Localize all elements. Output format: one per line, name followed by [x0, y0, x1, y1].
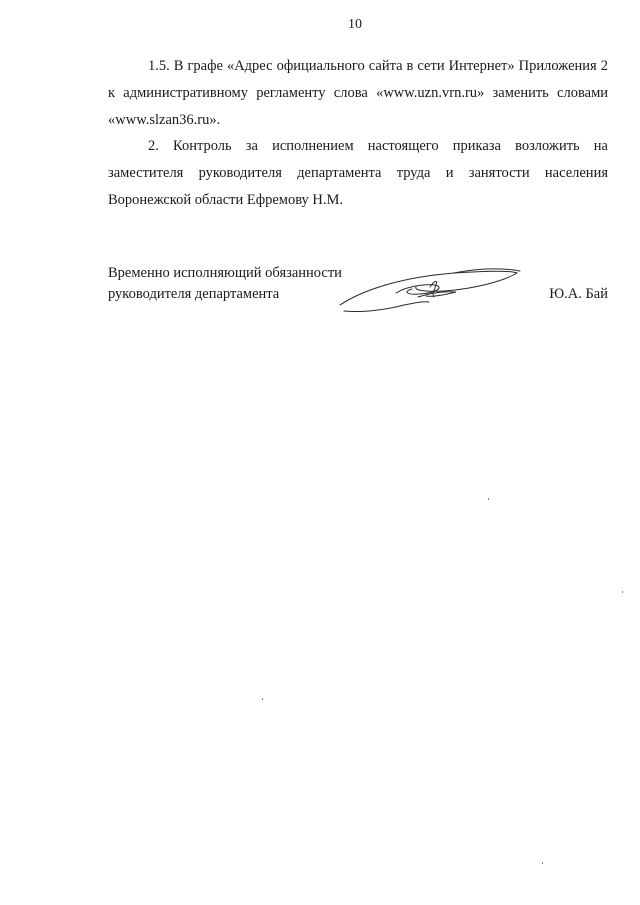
- scan-speck: [622, 591, 623, 593]
- signer-position-line-2: руководителя департамента: [108, 286, 280, 302]
- paragraph-2: 2. Контроль за исполнением настоящего приказа возложить на заместителя руководителя департамента труда и занятости населения Воронежской области Ефремову Н.М.: [108, 138, 608, 208]
- signer-name: Ю.А. Бай: [549, 286, 608, 302]
- scan-speck: [542, 862, 543, 864]
- signer-position-line-1: Временно исполняющий обязанности: [108, 265, 342, 281]
- handwritten-signature: [334, 261, 524, 319]
- page-number: 10: [348, 17, 362, 32]
- signature-block: [108, 263, 608, 323]
- scan-speck: [262, 698, 263, 700]
- paragraph-1-5: 1.5. В графе «Адрес официального сайта в сети Интернет» Приложения 2 к административному регламенту слова «www.uzn.vrn.ru» заменить словами «www.slzan36.ru».: [108, 58, 608, 128]
- scan-speck: [488, 498, 489, 500]
